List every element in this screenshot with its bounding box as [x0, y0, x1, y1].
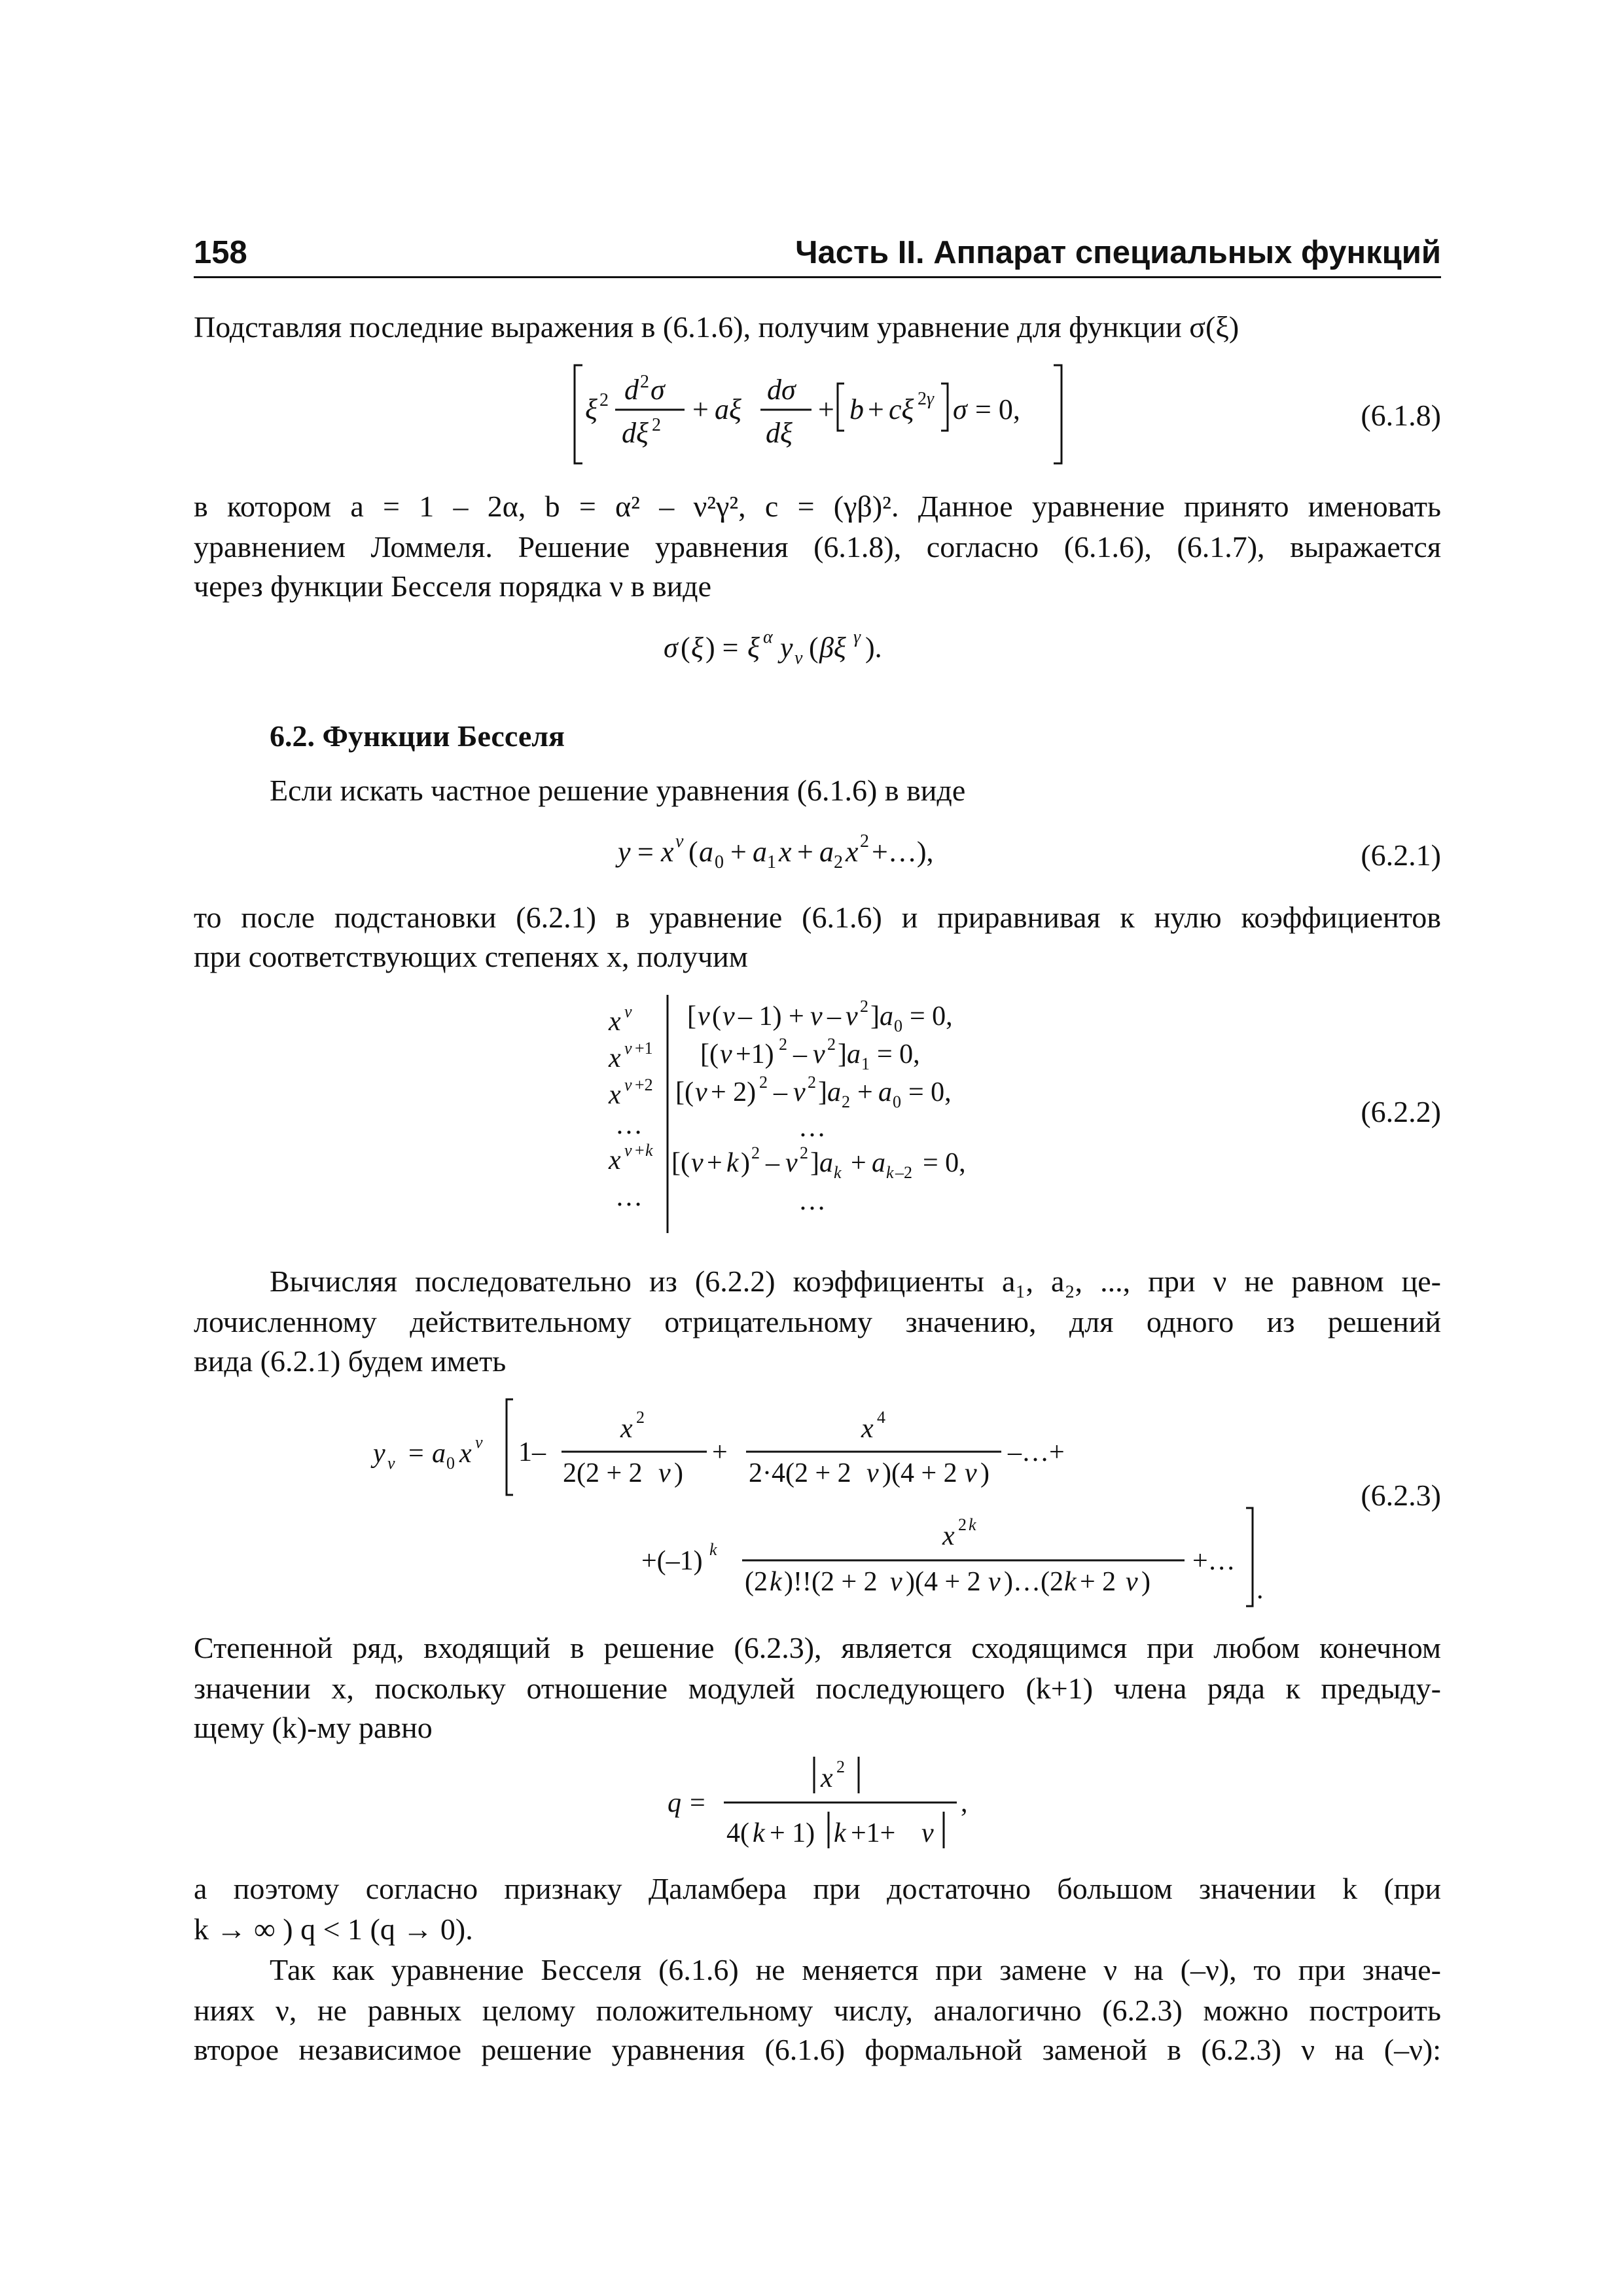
svg-text:+: + — [730, 836, 747, 868]
svg-text:x: x — [609, 1007, 621, 1037]
svg-text:γ: γ — [927, 389, 935, 409]
svg-text:2: 2 — [958, 1515, 967, 1534]
svg-text:y: y — [373, 1439, 385, 1469]
paragraph-line: Если искать частное решение уравнения (6.1.6) в виде — [270, 774, 966, 807]
svg-text:2: 2 — [860, 997, 868, 1016]
svg-text:): ) — [980, 1458, 990, 1488]
equation-sigma — [661, 620, 962, 673]
svg-text:ν: ν — [988, 1567, 1001, 1597]
svg-text:2(2 + 2: 2(2 + 2 — [563, 1458, 643, 1488]
svg-text:k: k — [645, 1141, 653, 1160]
svg-text:= 0,: = 0, — [923, 1148, 966, 1178]
svg-text:]: ] — [810, 1148, 819, 1178]
svg-text:ν: ν — [698, 1001, 710, 1031]
svg-text:+: + — [635, 1141, 645, 1160]
equation-number: (6.2.1) — [1361, 838, 1441, 872]
svg-text:aξ: aξ — [715, 393, 741, 425]
svg-text:2·4(2 + 2: 2·4(2 + 2 — [749, 1458, 851, 1488]
paragraph-line: Степенной ряд, входящий в решение (6.2.3), является сходящимся при любом конечном — [194, 1631, 1441, 1664]
svg-text:4: 4 — [877, 1408, 885, 1427]
svg-text:(2: (2 — [745, 1567, 768, 1597]
svg-text:ν: ν — [810, 1001, 823, 1031]
paragraph-line: Так как уравнение Бесселя (6.1.6) не меняется при замене ν на (–ν), то при значе- — [270, 1953, 1441, 1986]
svg-text:–: – — [774, 1077, 787, 1107]
svg-text:ν: ν — [965, 1458, 977, 1488]
svg-text:,: , — [961, 1788, 968, 1818]
svg-text:k: k — [709, 1540, 717, 1559]
svg-text:1–: 1– — [518, 1437, 546, 1467]
svg-text:x: x — [620, 1414, 633, 1444]
svg-text:): ) — [1141, 1567, 1150, 1597]
svg-text:ν: ν — [722, 1001, 735, 1031]
svg-text:+2: +2 — [635, 1075, 653, 1094]
svg-text:x: x — [609, 1043, 621, 1073]
svg-text:a: a — [699, 836, 713, 868]
svg-text:=: = — [408, 1439, 424, 1469]
svg-text:x: x — [609, 1145, 621, 1175]
svg-text:ν: ν — [658, 1458, 671, 1488]
svg-text:ν: ν — [624, 1141, 632, 1160]
svg-text:ν: ν — [624, 1039, 632, 1058]
svg-text:2: 2 — [636, 1408, 645, 1427]
svg-text:)…(2: )…(2 — [1004, 1567, 1063, 1597]
svg-text:σ: σ — [651, 374, 665, 406]
svg-text:a: a — [827, 1077, 841, 1107]
header-rule — [194, 276, 1441, 278]
svg-text:x: x — [609, 1080, 621, 1110]
svg-text:ν: ν — [794, 648, 803, 668]
svg-text:ν: ν — [691, 1148, 704, 1178]
svg-text:–2: –2 — [895, 1163, 912, 1182]
svg-text:b: b — [849, 393, 864, 425]
svg-text:x: x — [661, 836, 674, 868]
paragraph-line: лочисленному действительному отрицательному значению, для одного из решений — [194, 1305, 1441, 1338]
paragraph-line: в котором a = 1 – 2α, b = α² – ν²γ², c = (γβ)². Данное уравнение принято именовать — [194, 490, 1441, 523]
equation-number: (6.2.3) — [1361, 1479, 1441, 1512]
svg-text:+…),: +…), — [872, 836, 934, 868]
paragraph-line: вида (6.2.1) будем иметь — [194, 1344, 507, 1378]
svg-text:–: – — [827, 1001, 841, 1031]
svg-text:2: 2 — [834, 852, 843, 872]
svg-text:σ: σ — [953, 393, 967, 425]
svg-text:x: x — [459, 1439, 472, 1469]
svg-text:(: ( — [712, 1001, 721, 1031]
svg-text:x: x — [821, 1763, 833, 1793]
svg-text:dξ: dξ — [622, 417, 649, 449]
svg-text:): ) — [674, 1458, 683, 1488]
equation-6-2-1 — [615, 826, 1034, 878]
svg-text:(: ( — [681, 632, 690, 664]
svg-text:ν: ν — [387, 1454, 395, 1473]
svg-text:1: 1 — [767, 852, 776, 872]
svg-text:2: 2 — [860, 831, 869, 852]
svg-text:+1+: +1+ — [851, 1818, 896, 1848]
svg-text:2: 2 — [779, 1035, 787, 1054]
svg-text:=: = — [690, 1788, 705, 1818]
svg-text:dσ: dσ — [767, 374, 796, 406]
svg-text:1: 1 — [861, 1054, 870, 1073]
svg-text:dξ: dξ — [766, 417, 793, 449]
svg-text:(: ( — [688, 836, 698, 868]
svg-text:+: + — [797, 836, 813, 868]
svg-text:]: ] — [870, 1001, 880, 1031]
svg-text:x: x — [779, 836, 792, 868]
equation-6-2-3 — [366, 1390, 1283, 1613]
paragraph-line: при соответствующих степенях x, получим — [194, 940, 748, 973]
svg-text:σ: σ — [664, 632, 678, 664]
svg-text:+: + — [692, 393, 709, 425]
svg-text:+ 2): + 2) — [711, 1077, 757, 1107]
svg-text:q: q — [668, 1788, 681, 1818]
svg-text:a: a — [880, 1001, 893, 1031]
svg-text:+ 2: + 2 — [1080, 1567, 1116, 1597]
equation-q — [661, 1744, 988, 1855]
svg-text:+: + — [857, 1077, 873, 1107]
equation-6-2-1-drawing — [615, 826, 1034, 878]
svg-text:+: + — [818, 393, 834, 425]
equation-system-6-2-2-drawing — [602, 991, 1047, 1240]
svg-text:0: 0 — [894, 1016, 902, 1035]
svg-text:2: 2 — [918, 389, 927, 409]
svg-text:ν: ν — [624, 1075, 632, 1094]
section-heading: 6.2. Функции Бесселя — [270, 719, 565, 753]
paragraph-line: Подставляя последние выражения в (6.1.6), получим уравнение для функции σ(ξ) — [194, 310, 1240, 344]
svg-text:+: + — [712, 1437, 728, 1467]
svg-text:a: a — [819, 1148, 833, 1178]
svg-text:…: … — [798, 1113, 826, 1143]
svg-text:a: a — [819, 836, 834, 868]
svg-text:2: 2 — [640, 372, 649, 392]
svg-text:+…: +… — [1192, 1546, 1236, 1576]
svg-text:+: + — [868, 393, 884, 425]
svg-text:k: k — [1064, 1567, 1077, 1597]
svg-text:ξ: ξ — [585, 393, 597, 425]
running-header — [194, 230, 1441, 278]
svg-text:a: a — [847, 1039, 861, 1069]
equation-system-6-2-2 — [602, 991, 1047, 1240]
svg-text:k: k — [969, 1515, 976, 1534]
svg-text:d: d — [624, 374, 639, 406]
svg-text:0: 0 — [893, 1092, 901, 1111]
svg-text:2: 2 — [842, 1092, 850, 1111]
paragraph-line: Вычисляя последовательно из (6.2.2) коэффициенты a₁, a₂, ..., при ν не равном це- — [270, 1265, 1442, 1298]
svg-text:2: 2 — [800, 1143, 808, 1162]
svg-text:k: k — [770, 1567, 782, 1597]
svg-text:2: 2 — [759, 1073, 768, 1092]
svg-text:k: k — [834, 1818, 846, 1848]
svg-text:ν: ν — [1126, 1567, 1138, 1597]
svg-text:y: y — [780, 632, 793, 664]
svg-text:k: k — [753, 1818, 765, 1848]
svg-text:= 0,: = 0, — [908, 1077, 952, 1107]
svg-text:cξ: cξ — [889, 393, 914, 425]
svg-text:2: 2 — [827, 1035, 836, 1054]
svg-text:+ 1): + 1) — [770, 1818, 815, 1848]
svg-text:ν: ν — [846, 1001, 858, 1031]
equation-q-drawing — [661, 1744, 988, 1855]
svg-text:x: x — [846, 836, 859, 868]
svg-text:x: x — [942, 1521, 955, 1551]
paragraph-line: уравнением Ломмеля. Решение уравнения (6.1.8), согласно (6.1.6), (6.1.7), выражается — [194, 530, 1441, 564]
svg-text:0: 0 — [715, 852, 724, 872]
svg-text:ν: ν — [866, 1458, 879, 1488]
svg-text:– 1) +: – 1) + — [738, 1001, 804, 1031]
equation-number: (6.1.8) — [1361, 399, 1441, 432]
equation-6-2-3-drawing — [366, 1390, 1283, 1613]
equation-6-1-8-drawing — [569, 359, 1067, 470]
svg-text:) =: ) = — [705, 632, 739, 664]
svg-text:[(: [( — [671, 1148, 690, 1178]
svg-text:): ) — [741, 1148, 750, 1178]
svg-text:ξ: ξ — [747, 632, 760, 664]
paragraph-line: а поэтому согласно признаку Даламбера при достаточно большом значении k (при — [194, 1872, 1441, 1905]
svg-text:)!!(2 + 2: )!!(2 + 2 — [784, 1567, 878, 1597]
svg-text:…: … — [615, 1110, 643, 1140]
svg-text:…: … — [615, 1182, 643, 1212]
svg-text:ν: ν — [695, 1077, 707, 1107]
svg-text:k: k — [886, 1163, 894, 1182]
svg-text:…: … — [798, 1186, 826, 1216]
svg-text:ν: ν — [921, 1818, 934, 1848]
svg-text:2: 2 — [652, 415, 661, 435]
svg-text:α: α — [763, 627, 773, 647]
svg-text:a: a — [432, 1439, 446, 1469]
svg-text:= 0,: = 0, — [877, 1039, 920, 1069]
svg-text:+1): +1) — [736, 1039, 774, 1069]
paragraph-line: щему (k)-му равно — [194, 1711, 433, 1744]
svg-text:ν: ν — [793, 1077, 806, 1107]
svg-text:ν: ν — [624, 1002, 632, 1021]
svg-text:2: 2 — [808, 1073, 816, 1092]
svg-text:+: + — [707, 1148, 722, 1178]
svg-text:ν: ν — [475, 1433, 483, 1452]
svg-text:2: 2 — [836, 1757, 845, 1776]
svg-text:ν: ν — [675, 831, 684, 852]
svg-text:βξ: βξ — [819, 632, 846, 664]
paragraph-line: через функции Бесселя порядка ν в виде — [194, 569, 712, 603]
svg-text:= 0,: = 0, — [975, 393, 1020, 425]
svg-text:–…+: –…+ — [1008, 1437, 1065, 1467]
svg-text:ν: ν — [890, 1567, 902, 1597]
svg-text:a: a — [753, 836, 767, 868]
paragraph-line: второе независимое решение уравнения (6.1.6) формальной заменой в (6.2.3) ν на (–ν): — [194, 2033, 1441, 2066]
svg-text:+1: +1 — [635, 1039, 653, 1058]
svg-text:0: 0 — [446, 1454, 455, 1473]
paragraph-line: то после подстановки (6.2.1) в уравнение (6.1.6) и приравнивая к нулю коэффициентов — [194, 901, 1441, 934]
svg-text:= 0,: = 0, — [910, 1001, 953, 1031]
svg-text:.: . — [1257, 1575, 1264, 1605]
svg-text:–: – — [793, 1039, 807, 1069]
svg-text:a: a — [878, 1077, 892, 1107]
svg-text:γ: γ — [853, 627, 861, 647]
svg-text:4(: 4( — [726, 1818, 749, 1848]
svg-text:]: ] — [818, 1077, 827, 1107]
svg-text:2: 2 — [751, 1143, 760, 1162]
svg-text:+(–1): +(–1) — [641, 1546, 703, 1576]
svg-text:ν: ν — [813, 1039, 825, 1069]
svg-text:k: k — [834, 1163, 842, 1182]
equation-sigma-drawing — [661, 620, 962, 673]
svg-text:+: + — [851, 1148, 866, 1178]
equation-number: (6.2.2) — [1361, 1095, 1441, 1128]
svg-text:k: k — [726, 1148, 739, 1178]
running-title: Часть II. Аппарат специальных функций — [795, 235, 1441, 270]
svg-text:–: – — [766, 1148, 779, 1178]
svg-text:ν: ν — [785, 1148, 798, 1178]
paragraph-line: k → ∞ ) q < 1 (q → 0). — [194, 1912, 473, 1946]
svg-text:)(4 + 2: )(4 + 2 — [882, 1458, 957, 1488]
svg-text:a: a — [872, 1148, 885, 1178]
page-number: 158 — [194, 235, 247, 270]
svg-text:=: = — [637, 836, 654, 868]
svg-text:x: x — [861, 1414, 874, 1444]
svg-text:ν: ν — [720, 1039, 732, 1069]
svg-text:ξ: ξ — [691, 632, 704, 664]
svg-text:y: y — [618, 836, 631, 868]
svg-text:2: 2 — [599, 390, 609, 410]
paragraph-line: значении x, поскольку отношение модулей последующего (k+1) члена ряда к предыду- — [194, 1672, 1441, 1705]
svg-text:]: ] — [838, 1039, 847, 1069]
svg-text:)(4 + 2: )(4 + 2 — [906, 1567, 981, 1597]
paragraph-line: ниях ν, не равных целому положительному числу, аналогично (6.2.3) можно построить — [194, 1994, 1441, 2027]
svg-text:[(: [( — [675, 1077, 694, 1107]
svg-text:[: [ — [687, 1001, 696, 1031]
svg-text:(: ( — [809, 632, 819, 664]
svg-text:[(: [( — [700, 1039, 719, 1069]
equation-6-1-8 — [569, 359, 1067, 470]
svg-text:).: ). — [865, 632, 882, 664]
